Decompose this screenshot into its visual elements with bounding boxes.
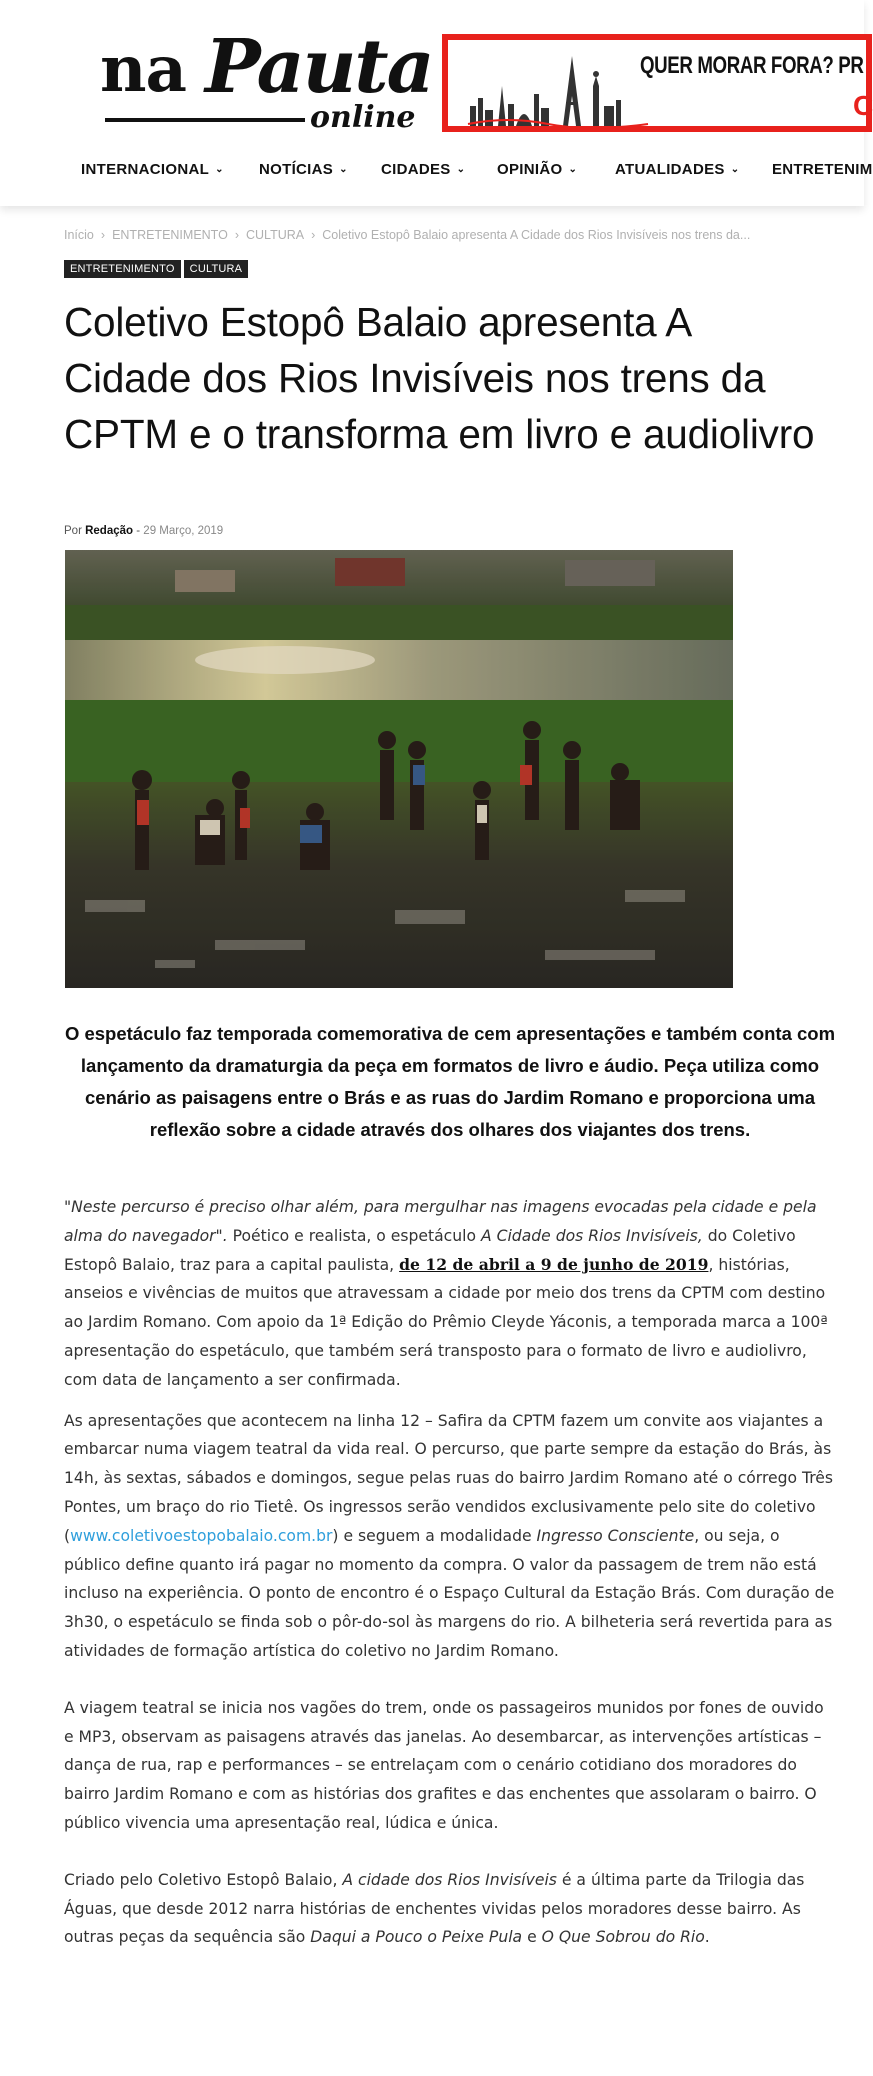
article-lead: O espetáculo faz temporada comemorativa de cem apresentações e também conta com lançamento da dramaturgia da peça em formatos de livro e áudio. Peça utiliza como cenário as paisagens entre o Brás e as ruas do Jardim Romano e proporciona uma reflexão sobre a cidade através dos olhares dos viajantes dos trens.: [64, 1023, 836, 1140]
meta-date: 29 Março, 2019: [143, 525, 224, 537]
meta-by: Por: [64, 525, 82, 537]
paragraph-2: [64, 1407, 838, 1666]
nav-item-noticias[interactable]: [259, 161, 348, 178]
meta-dash: -: [136, 525, 141, 537]
text: .: [704, 1928, 710, 1947]
paragraph-1: [64, 1193, 838, 1395]
dates-highlight: de 12 de abril a 9 de junho de 2019: [399, 1254, 709, 1274]
nav-item-label: OPINIÃO: [497, 161, 563, 178]
breadcrumb-home[interactable]: Início: [64, 228, 94, 242]
text: e: [522, 1928, 542, 1947]
logo-rule: [105, 118, 305, 122]
tag-entretenimento[interactable]: ENTRETENIMENTO: [64, 260, 181, 278]
show-title: A cidade dos Rios Invisíveis: [342, 1870, 557, 1889]
nav-item-label: NOTÍCIAS: [259, 161, 334, 178]
site-header: [0, 0, 873, 206]
spacer: [64, 1666, 838, 1694]
photo-illustration: [65, 550, 733, 988]
breadcrumb-current: Coletivo Estopô Balaio apresenta A Cidade dos Rios Invisíveis nos trens da...: [322, 228, 751, 242]
article-meta: [64, 525, 223, 537]
text: do Coletivo Estopô Balaio, traz para a capital paulista,: [64, 1226, 796, 1274]
breadcrumb: [64, 228, 750, 242]
article-title: Coletivo Estopô Balaio apresenta A Cidade dos Rios Invisíveis nos trens da CPTM e o transforma em livro e audiolivro: [64, 299, 815, 457]
chevron-down-icon: ⌄: [215, 164, 224, 175]
article-body: [64, 1193, 838, 1952]
ad-banner[interactable]: [442, 34, 872, 132]
text: Poético e realista, o espetáculo: [227, 1226, 481, 1245]
breadcrumb-entretenimento[interactable]: ENTRETENIMENTO: [112, 228, 228, 242]
nav-item-label: ENTRETENIM: [772, 161, 873, 178]
text: Criado pelo Coletivo Estopô Balaio,: [64, 1870, 343, 1889]
category-tags: [64, 259, 251, 278]
play-title: O Que Sobrou do Rio: [541, 1928, 705, 1947]
show-title: A Cidade dos Rios Invisíveis,: [480, 1226, 703, 1245]
spacer: [64, 1838, 838, 1866]
chevron-down-icon: ⌄: [730, 164, 740, 175]
text: As apresentações que acontecem na linha 12 – Safira da CPTM fazem um convite aos viajantes a embarcar numa viagem teatral da vida real. O percurso, que parte sempre da estação do Brás, às 14h, às sextas, sábados e domingos, segue pelas ruas do bairro Jardim Romano até o córrego Três Pontes, um braço do rio Tietê. Os ingressos serão vendidos exclusivamente pelo site do coletivo (: [64, 1411, 834, 1545]
breadcrumb-separator: ›: [100, 228, 106, 242]
site-logo[interactable]: [100, 24, 433, 135]
chevron-down-icon: ⌄: [568, 164, 578, 175]
main-nav: [0, 155, 873, 185]
nav-item-label: INTERNACIONAL: [81, 161, 210, 178]
text: é a última parte da Trilogia das Águas, que desde 2012 narra histórias de enchentes vividas pelos moradores desse bairro. As outras peças da sequência são: [64, 1870, 805, 1947]
spacer: [64, 1395, 838, 1407]
nav-item-label: ATUALIDADES: [615, 161, 725, 178]
skyline-illustration: [468, 46, 648, 126]
ad-banner-cut-letter: C: [853, 90, 873, 121]
article-photo: [65, 550, 733, 988]
text: ) e seguem a modalidade: [332, 1526, 537, 1545]
breadcrumb-separator: ›: [234, 228, 239, 242]
chevron-down-icon: ⌄: [339, 164, 348, 175]
ingresso-consciente: Ingresso Consciente: [536, 1526, 695, 1545]
play-title: Daqui a Pouco o Peixe Pula: [310, 1928, 523, 1947]
tag-cultura[interactable]: CULTURA: [184, 260, 249, 278]
logo-word-na: na: [100, 32, 186, 107]
logo-word-pauta: Pauta: [205, 24, 433, 110]
nav-item-internacional[interactable]: [81, 161, 224, 178]
nav-item-label: CIDADES: [381, 161, 451, 178]
logo-word-online: online: [310, 100, 416, 135]
breadcrumb-separator: ›: [311, 228, 316, 242]
nav-item-opiniao[interactable]: [497, 161, 577, 178]
text: , ou seja, o público define quanto irá pagar no momento da compra. O valor da passagem de trem não está incluso na experiência. O ponto de encontro é o Espaço Cultural da Estação Brás. Com duração de 3h30, o espetáculo se finda sob o pôr-do-sol às margens do rio. A bilheteria será revertida para as atividades de formação artística do coletivo no Jardim Romano.: [64, 1526, 835, 1660]
nav-item-entretenimento[interactable]: [772, 161, 873, 178]
paragraph-4: [64, 1866, 838, 1952]
breadcrumb-cultura[interactable]: CULTURA: [245, 228, 305, 242]
meta-author[interactable]: Redação: [85, 525, 134, 537]
paragraph-3: A viagem teatral se inicia nos vagões do trem, onde os passageiros munidos por fones de ouvido e MP3, observam as paisagens através das janelas. Ao desembarcar, as intervenções artísticas – dança de rua, rap e performances – se entrelaçam com o cenário cotidiano dos moradores do bairro Jardim Romano e com as histórias dos grafites e das enchentes que assolaram o bairro. O público vivencia uma apresentação real, lúdica e única.: [64, 1698, 824, 1832]
nav-item-atualidades[interactable]: [615, 161, 739, 178]
ad-banner-text: QUER MORAR FORA? PR: [640, 52, 864, 79]
nav-item-cidades[interactable]: [381, 161, 465, 178]
quote: "Neste percurso é preciso olhar além, para mergulhar nas imagens evocadas pela cidade e pela alma do navegador".: [64, 1198, 817, 1245]
chevron-down-icon: ⌄: [456, 164, 466, 175]
text: , histórias, anseios e vivências de muitos que atravessam a cidade por meio dos trens da CPTM com destino ao Jardim Romano. Com apoio da 1ª Edição do Prêmio Cleyde Yáconis, a temporada marca a 100ª apresentação do espetáculo, que também será transposto para o formato de livro e audiolivro, com data de lançamento a ser confirmada.: [64, 1255, 828, 1389]
coletivo-site-link[interactable]: www.coletivoestopobalaio.com.br: [70, 1526, 333, 1545]
